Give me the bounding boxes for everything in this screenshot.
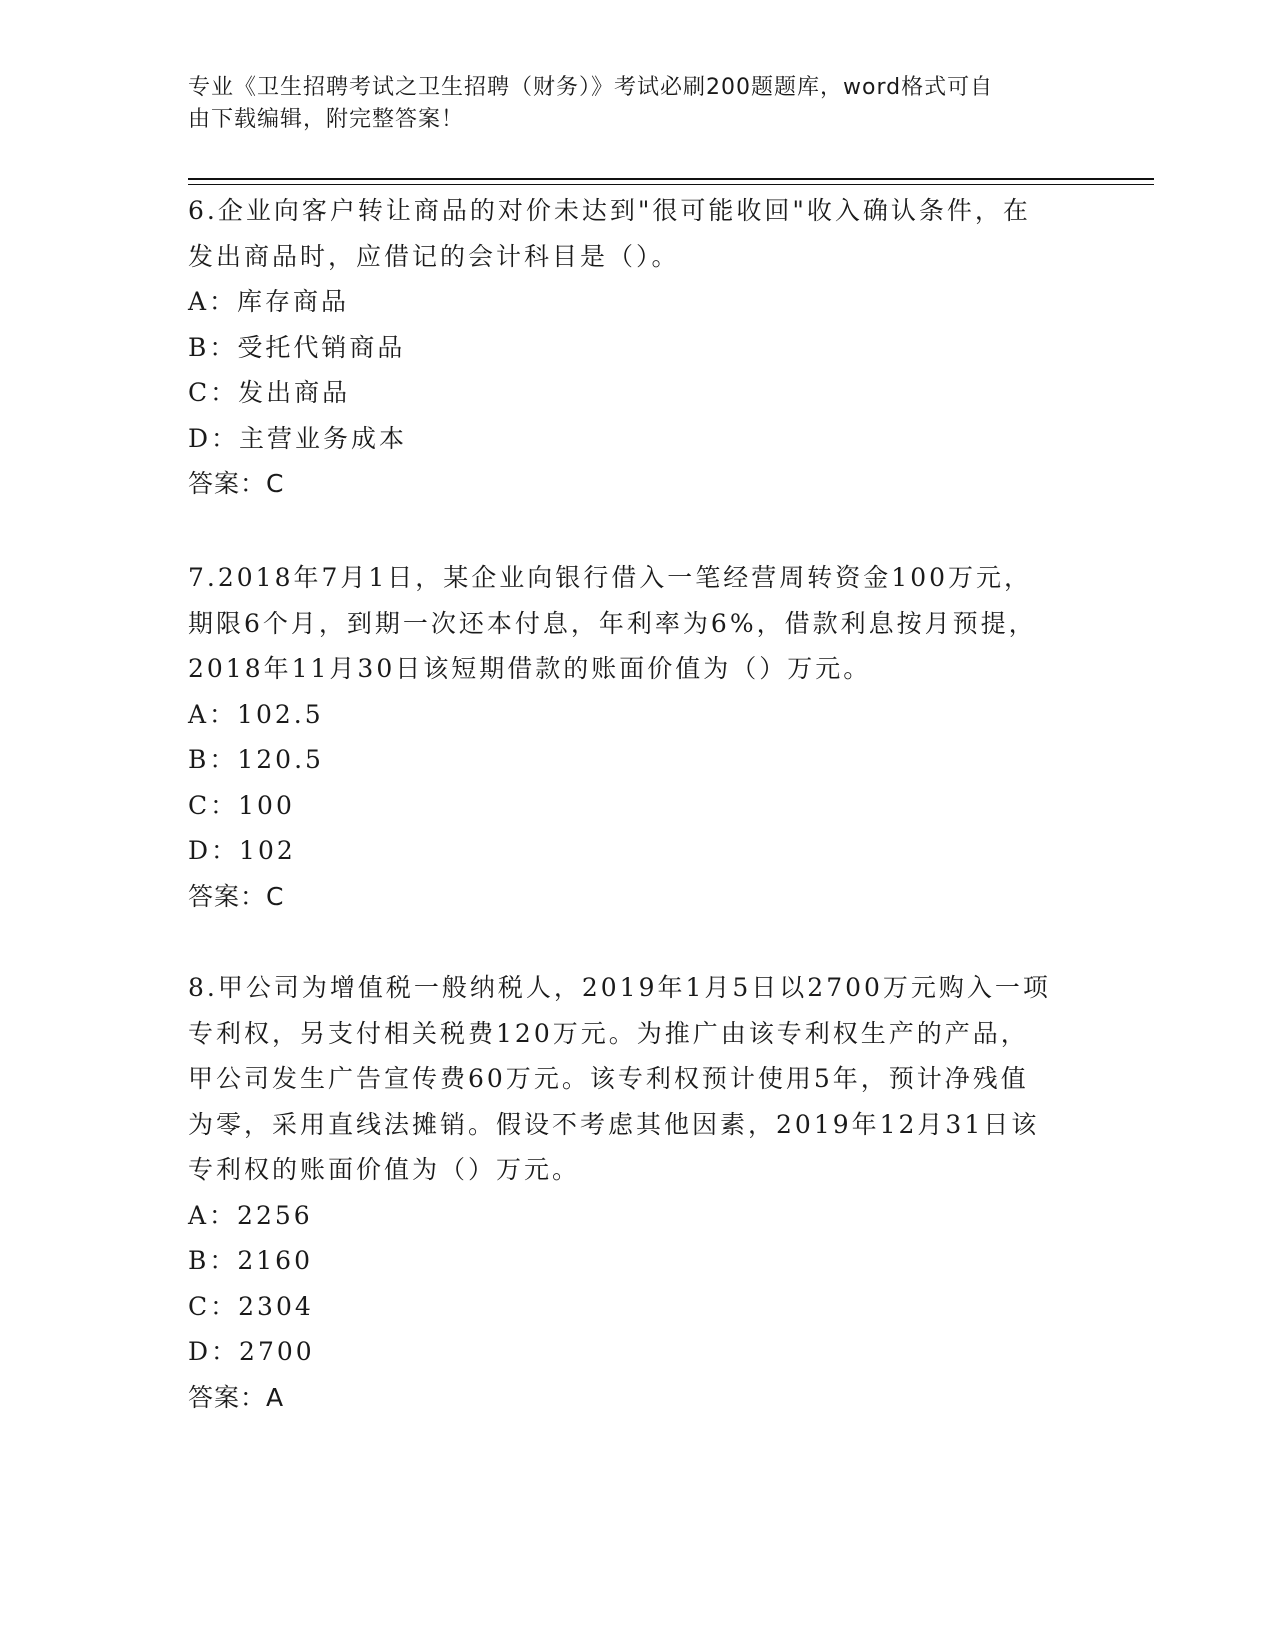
question-stem-line: 专利权，另支付相关税费120万元。为推广由该专利权生产的产品， [188,1018,1029,1048]
header-divider-thin [188,184,1154,185]
answer-line: 答案：C [188,469,285,498]
answer-line: 答案：C [188,881,285,911]
header-divider-thick [188,178,1154,180]
option-a: A：库存商品 [188,287,350,316]
option-a: A：102.5 [188,699,324,729]
question-stem-line: 为零，采用直线法摊销。假设不考虑其他因素，2019年12月31日该 [188,1109,1040,1139]
question-stem-line: 2018年11月30日该短期借款的账面价值为（）万元。 [188,654,872,683]
question-stem-line: 专利权的账面价值为（）万元。 [188,1155,581,1184]
question-stem-line: 7.2018年7月1日，某企业向银行借入一笔经营周转资金100万元， [188,563,1033,592]
option-b: B：120.5 [188,745,324,774]
option-d: D：102 [188,836,296,865]
option-c: C：100 [188,790,295,820]
question-stem-line: 发出商品时，应借记的会计科目是（）。 [188,241,680,271]
header-line-1: 专业《卫生招聘考试之卫生招聘（财务）》考试必刷200题题库，word格式可自 [188,75,994,100]
header-line-2: 由下载编辑，附完整答案！ [188,107,465,132]
option-b: B：2160 [188,1246,313,1275]
option-a: A：2256 [188,1200,313,1230]
document-header [188,72,1078,136]
option-c: C：2304 [188,1291,314,1321]
question-7 [188,555,1088,919]
answer-line: 答案：A [188,1382,285,1412]
question-stem-line: 8.甲公司为增值税一般纳税人，2019年1月5日以2700万元购入一项 [188,973,1051,1002]
option-d: D：主营业务成本 [188,423,408,453]
option-b: B：受托代销商品 [188,332,406,362]
question-stem-line: 甲公司发生广告宣传费60万元。该专利权预计使用5年，预计净残值 [188,1064,1029,1093]
option-c: C：发出商品 [188,378,351,407]
question-stem-line: 6.企业向客户转让商品的对价未达到"很可能收回"收入确认条件，在 [188,196,1031,225]
question-6 [188,188,1088,507]
option-d: D：2700 [188,1337,315,1366]
question-stem-line: 期限6个月，到期一次还本付息，年利率为6%，借款利息按月预提， [188,608,1037,638]
question-8 [188,965,1088,1420]
